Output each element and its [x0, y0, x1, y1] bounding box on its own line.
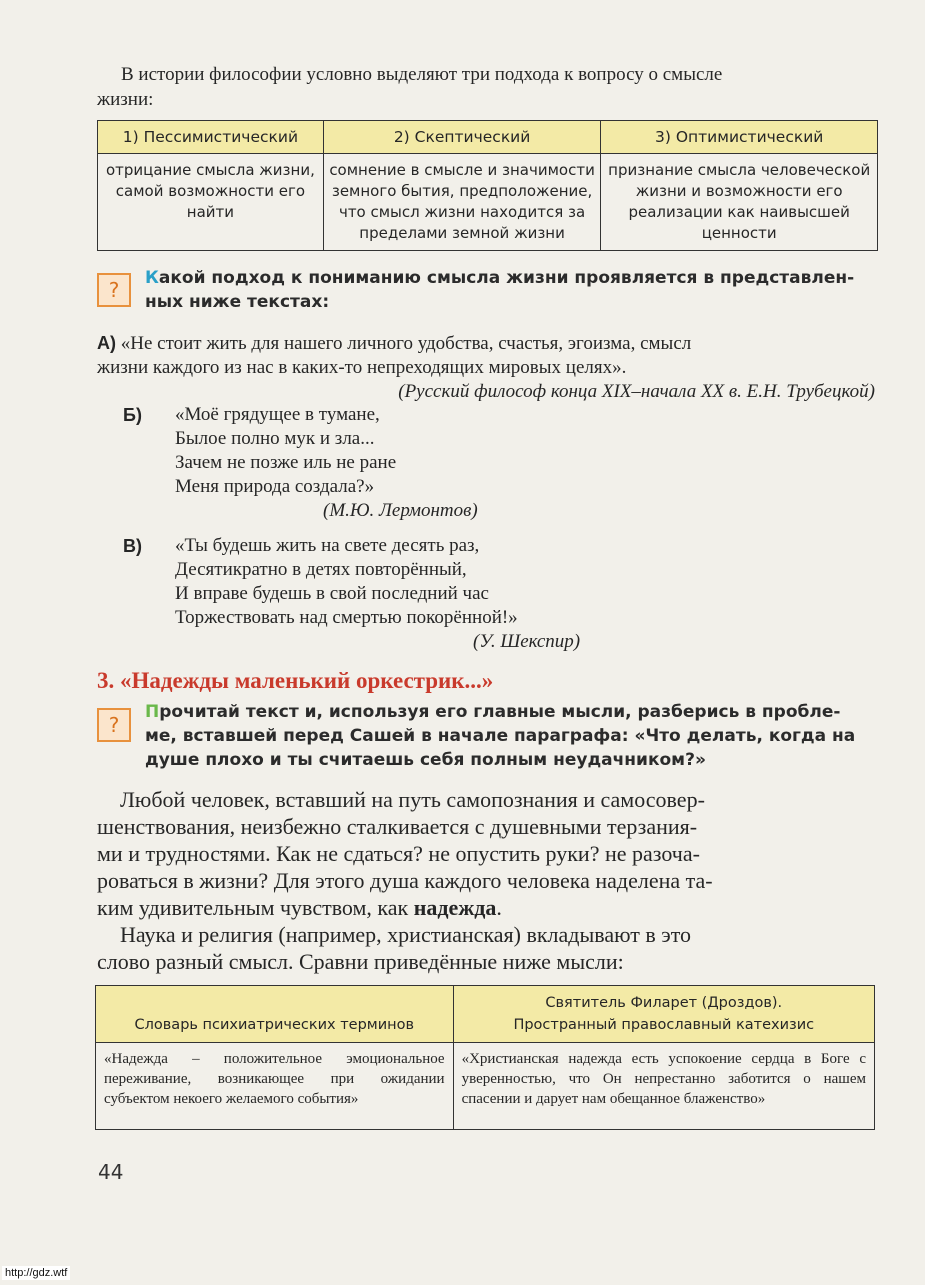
- question-2: [145, 700, 880, 772]
- quote-c-author: (У. Шекспир): [473, 631, 581, 652]
- section-heading: 3. «Надежды маленький оркестрик...»: [97, 668, 494, 693]
- intro-line-2: жизни:: [97, 89, 154, 110]
- cell-line: признание смысла человеческой: [608, 161, 871, 179]
- cell-optimistic: [601, 154, 878, 251]
- question-2-initial: П: [145, 702, 160, 722]
- approaches-header-row: [98, 121, 878, 154]
- paragraph-hope: [97, 786, 874, 921]
- header-catechism-line-2: Пространный православный катехизис: [513, 1017, 815, 1033]
- quote-b-line: Меня природа создала?»: [175, 476, 375, 497]
- quote-b: [175, 403, 675, 523]
- highlight-hope: надежда: [413, 895, 497, 920]
- header-skeptical: 2) Скептический: [323, 121, 601, 154]
- question-1: [145, 266, 880, 314]
- watermark-link[interactable]: http://gdz.wtf: [2, 1266, 70, 1280]
- approaches-table: [97, 120, 878, 251]
- definitions-header-row: [96, 986, 875, 1043]
- quote-b-author: (М.Ю. Лермонтов): [323, 500, 478, 521]
- cell-line: пределами земной жизни: [359, 224, 565, 242]
- question-2-rest: рочитай текст и, используя его главные мысли, разберись в пробле-: [159, 702, 841, 722]
- paragraph-compare: [97, 921, 874, 975]
- approaches-body-row: [98, 154, 878, 251]
- cell-line: земного бытия, предположение,: [331, 182, 593, 200]
- paragraph-line: Наука и религия (например, христианская) вкладывают в это: [120, 922, 692, 947]
- header-catechism: [453, 986, 874, 1043]
- paragraph-line: слово разный смысл. Сравни приведённые ниже мысли:: [97, 949, 624, 974]
- question-1-line-2: ных ниже текстах:: [145, 292, 330, 312]
- question-1-initial: К: [145, 268, 159, 288]
- cell-skeptical: [323, 154, 601, 251]
- cell-line: жизни и возможности его: [635, 182, 843, 200]
- cell-line: сомнение в смысле и значимости: [329, 161, 595, 179]
- definitions-body-row: [96, 1043, 875, 1130]
- quote-c-label: В): [123, 536, 142, 556]
- paragraph-line: шенствования, неизбежно сталкивается с душевными терзания-: [97, 814, 698, 839]
- page-number: 44: [98, 1160, 124, 1184]
- paragraph-text: ким удивительным чувством, как: [97, 895, 414, 920]
- question-1-line-1: [145, 266, 880, 290]
- paragraph-text: .: [496, 895, 502, 920]
- definition-christian: «Христианская надежда есть успокоение сердца в Боге с уверенностью, что Он непрестанно заботится о нашем спасении и дарует нам обещанное блаженство»: [453, 1043, 874, 1130]
- question-2-line-2: ме, вставшей перед Сашей в начале параграфа: «Что делать, когда на: [145, 726, 856, 746]
- quote-a-line-2: жизни каждого из нас в каких-то непреходящих мировых целях».: [97, 357, 627, 378]
- question-2-line-1: [145, 700, 880, 724]
- definition-psychiatric: «Надежда – положительное эмоциональное переживание, возникающее при ожидании субъектом некоего желаемого события»: [96, 1043, 454, 1130]
- header-optimistic: 3) Оптимистический: [601, 121, 878, 154]
- cell-line: найти: [186, 203, 235, 221]
- question-mark-icon: ?: [97, 708, 131, 742]
- cell-line: реализации как наивысшей: [628, 203, 850, 221]
- quote-a-author: (Русский философ конца XIX–начала XX в. Е.Н. Трубецкой): [398, 381, 875, 402]
- cell-line: отрицание смысла жизни,: [105, 161, 315, 179]
- question-mark-icon: ?: [97, 273, 131, 307]
- quote-c-line: И вправе будешь в свой последний час: [175, 583, 489, 604]
- intro-line-1: В истории философии условно выделяют три подхода к вопросу о смысле: [121, 64, 723, 85]
- paragraph-line: ми и трудностями. Как не сдаться? не опустить руки? не разоча-: [97, 841, 700, 866]
- paragraph-last-line: [97, 894, 874, 921]
- quote-b-label-wrap: [123, 403, 142, 428]
- definitions-table: [95, 985, 875, 1130]
- quote-c-line: Десятикратно в детях повторённый,: [175, 559, 467, 580]
- cell-line: самой возможности его: [115, 182, 306, 200]
- quote-a-label: А): [97, 333, 116, 353]
- quote-c-line: «Ты будешь жить на свете десять раз,: [175, 535, 480, 556]
- quote-b-label: Б): [123, 405, 142, 425]
- paragraph-line: роваться в жизни? Для этого душа каждого человека наделена та-: [97, 868, 713, 893]
- cell-line: что смысл жизни находится за: [338, 203, 586, 221]
- question-2-line-3: душе плохо и ты считаешь себя полным неудачником?»: [145, 750, 706, 770]
- header-pessimistic: 1) Пессимистический: [98, 121, 324, 154]
- intro-paragraph: [97, 62, 875, 112]
- paragraph-line: Любой человек, вставший на путь самопознания и самосовер-: [120, 787, 705, 812]
- header-catechism-line-1: Святитель Филарет (Дроздов).: [545, 995, 783, 1011]
- quote-b-line: «Моё грядущее в тумане,: [175, 404, 380, 425]
- cell-line: ценности: [701, 224, 777, 242]
- quote-a: [97, 331, 875, 404]
- header-psychiatric-dictionary: Словарь психиатрических терминов: [96, 986, 454, 1043]
- question-1-rest: акой подход к пониманию смысла жизни проявляется в представлен-: [158, 268, 855, 288]
- cell-pessimistic: [98, 154, 324, 251]
- quote-b-line: Зачем не позже иль не ране: [175, 452, 397, 473]
- quote-c-line: Торжествовать над смертью покорённой!»: [175, 607, 518, 628]
- quote-c: [175, 534, 675, 654]
- quote-c-label-wrap: [123, 534, 142, 559]
- quote-b-line: Былое полно мук и зла...: [175, 428, 375, 449]
- quote-a-line-1: «Не стоит жить для нашего личного удобства, счастья, эгоизма, смысл: [120, 333, 692, 354]
